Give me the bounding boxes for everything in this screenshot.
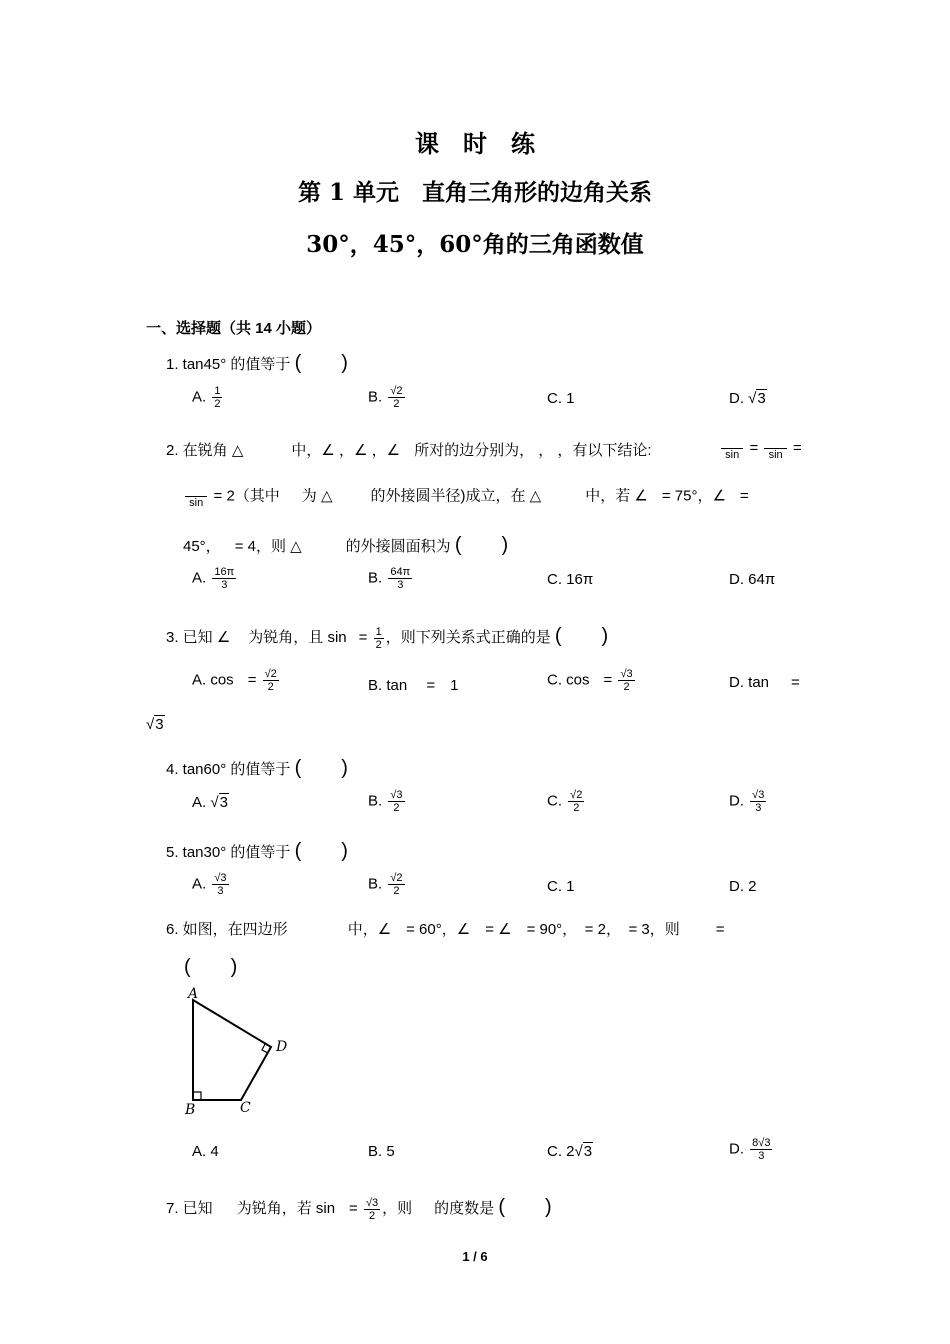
q2-ratio-1: sin = sin =	[719, 436, 802, 461]
question-6: 6. 如图，在四边形 中，∠ = 60°，∠ = ∠ = 90°， = 2， = 3，则 =	[166, 921, 725, 938]
vertex-label-b: B	[185, 1102, 196, 1117]
unit-title: 第 1 单元 直角三角形的边角关系	[297, 179, 653, 206]
q3-option-d: D. tan =	[729, 674, 800, 691]
answer-paren: ( )	[294, 840, 348, 862]
question-7: 7. 已知 为锐角，若 sin = $\frac{√3}{2}$ ，则 的度数是 ( )	[166, 1196, 552, 1222]
question-4: 4. tan60° 的值等于 ( )	[166, 757, 348, 779]
q4-option-a: A. √3	[192, 794, 228, 811]
answer-paren: ( )	[454, 534, 509, 556]
q2-option-c: C. 16π	[547, 571, 594, 588]
q2-option-a: A. $\frac{16\pi}{3}$	[192, 566, 235, 591]
page-number: 1 / 6	[462, 1249, 488, 1264]
vertex-label-c: C	[240, 1100, 251, 1116]
q6-option-b: B. 5	[368, 1143, 395, 1160]
q4-option-d: D. $\frac{√3}{3}$	[729, 789, 765, 814]
q3-option-c: C. cos = $\frac{√3}{2}$	[547, 668, 633, 693]
q6-option-d: D. $\frac{8√3}{3}$	[729, 1137, 771, 1162]
vertex-label-d: D	[276, 1039, 288, 1055]
q1-option-d: D. √3	[729, 390, 766, 407]
q6-answer-paren: ( )	[184, 956, 238, 978]
q4-option-b: B. $\frac{√3}{2}$	[368, 789, 403, 814]
q5-option-a: A. $\frac{√3}{3}$	[192, 872, 227, 897]
q5-option-c: C. 1	[547, 878, 575, 895]
q3-option-b: B. tan = 1	[368, 677, 459, 694]
page-title: 课 时 练	[415, 129, 535, 158]
q3-option-a: A. cos = $\frac{√2}{2}$	[192, 668, 277, 693]
question-stem: 1. tan45° 的值等于	[166, 356, 291, 373]
answer-paren: ( )	[294, 757, 348, 779]
q5-option-b: B. $\frac{√2}{2}$	[368, 872, 403, 897]
q6-option-c: C. 2√3	[547, 1143, 593, 1160]
fraction: $\frac{1}{2}$	[214, 385, 221, 410]
question-2-line1: 2. 在锐角 △ 中，∠ ，∠ ，∠ 所对的边分别为， ， ，有以下结论:	[166, 442, 652, 459]
question-2-line2: sin = 2（其中 为 △ 的外接圆半径)成立，在 △ 中，若 ∠ = 75°，∠ =	[183, 484, 749, 509]
q5-option-d: D. 2	[729, 878, 757, 895]
answer-paren: ( )	[498, 1196, 552, 1218]
vertex-label-a: A	[188, 986, 199, 1002]
q4-option-c: C. $\frac{√2}{2}$	[547, 789, 583, 814]
quadrilateral-figure	[180, 982, 300, 1117]
section-heading: 一、选择题（共 14 小题）	[146, 320, 322, 337]
lesson-title: 30°，45°，60°角的三角函数值	[306, 231, 644, 258]
question-1	[166, 346, 348, 375]
q3-option-d-value: √3	[146, 716, 164, 733]
fraction: $\frac{√2}{2}$	[390, 385, 403, 410]
right-angle-b	[193, 1092, 201, 1100]
q6-option-a: A. 4	[192, 1143, 219, 1160]
question-3: 3. 已知 ∠ 为锐角，且 sin = $\frac{1}{2}$ ，则下列关系式正确的是 ( )	[166, 625, 609, 651]
q2-option-b: B. $\frac{64\pi}{3}$	[368, 566, 411, 591]
answer-paren: ( )	[554, 625, 609, 647]
question-2-line3: 45°， = 4，则 △ 的外接圆面积为 ( )	[183, 534, 509, 556]
question-5: 5. tan30° 的值等于 ( )	[166, 840, 348, 862]
q1-option-a: A. $\frac{1}{2}$	[192, 385, 221, 410]
q1-option-b: B. $\frac{√2}{2}$	[368, 385, 403, 410]
q1-option-c: C. 1	[547, 390, 575, 407]
quadrilateral-abcd	[193, 1000, 271, 1100]
answer-paren: ( )	[294, 352, 348, 374]
q2-option-d: D. 64π	[729, 571, 776, 588]
